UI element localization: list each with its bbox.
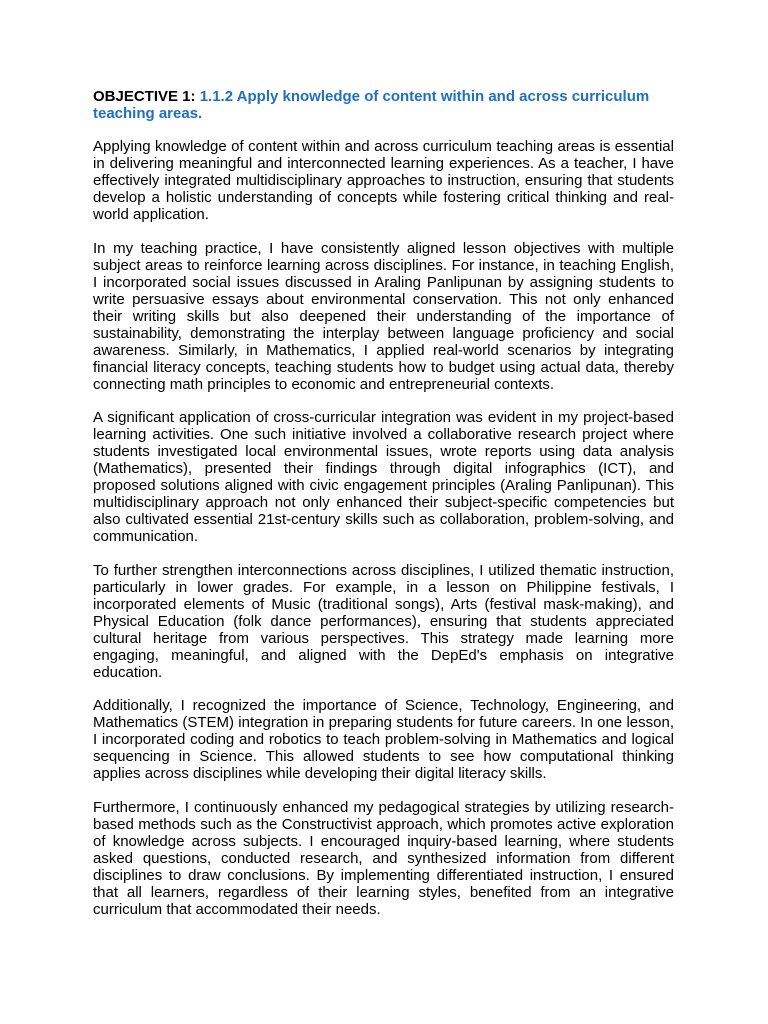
paragraph-introduction: Applying knowledge of content within and across curriculum teaching areas is essential in delivering meaningful and interconnected learning experiences. As a teacher, I have effectively integrated multidisciplinary approaches to instruction, ensuring that students develop a holistic understanding of concepts while fostering critical thinking and real-world application. <box>93 138 674 223</box>
paragraph-pedagogical-strategies: Furthermore, I continuously enhanced my pedagogical strategies by utilizing research-based methods such as the Constructivist approach, which promotes active exploration of knowledge across subjects. I encouraged inquiry-based learning, where students asked questions, conducted research, and synthesized information from different disciplines to draw conclusions. By implementing differentiated instruction, I ensured that all learners, regardless of their learning styles, benefited from an integrative curriculum that accommodated their needs. <box>93 798 674 918</box>
objective-heading <box>93 88 674 122</box>
paragraph-thematic-instruction: To further strengthen interconnections across disciplines, I utilized thematic instruction, particularly in lower grades. For example, in a lesson on Philippine festivals, I incorporated elements of Music (traditional songs), Arts (festival mask-making), and Physical Education (folk dance performances), ensuring that students appreciated cultural heritage from various perspectives. This strategy made learning more engaging, meaningful, and aligned with the DepEd's emphasis on integrative education. <box>93 561 674 681</box>
paragraph-stem-integration: Additionally, I recognized the importance of Science, Technology, Engineering, and Mathematics (STEM) integration in preparing students for future careers. In one lesson, I incorporated coding and robotics to teach problem-solving in Mathematics and logical sequencing in Science. This allowed students to see how computational thinking applies across disciplines while developing their digital literacy skills. <box>93 697 674 782</box>
paragraph-cross-curricular: A significant application of cross-curricular integration was evident in my project-based learning activities. One such initiative involved a collaborative research project where students investigated local environmental issues, wrote reports using data analysis (Mathematics), presented their findings through digital infographics (ICT), and proposed solutions aligned with civic engagement principles (Araling Panlipunan). This multidisciplinary approach not only enhanced their subject-specific competencies but also cultivated essential 21st-century skills such as collaboration, problem-solving, and communication. <box>93 409 674 545</box>
paragraph-teaching-practice: In my teaching practice, I have consistently aligned lesson objectives with multiple subject areas to reinforce learning across disciplines. For instance, in teaching English, I incorporated social issues discussed in Araling Panlipunan by assigning students to write persuasive essays about environmental conservation. This not only enhanced their writing skills but also deepened their understanding of the importance of sustainability, demonstrating the interplay between language proficiency and social awareness. Similarly, in Mathematics, I applied real-world scenarios by integrating financial literacy concepts, teaching students how to budget using actual data, thereby connecting math principles to economic and entrepreneurial contexts. <box>93 239 674 393</box>
objective-title: 1.1.2 Apply knowledge of content within and across curriculum teaching areas. <box>93 88 650 122</box>
objective-label: OBJECTIVE 1: <box>93 88 196 105</box>
